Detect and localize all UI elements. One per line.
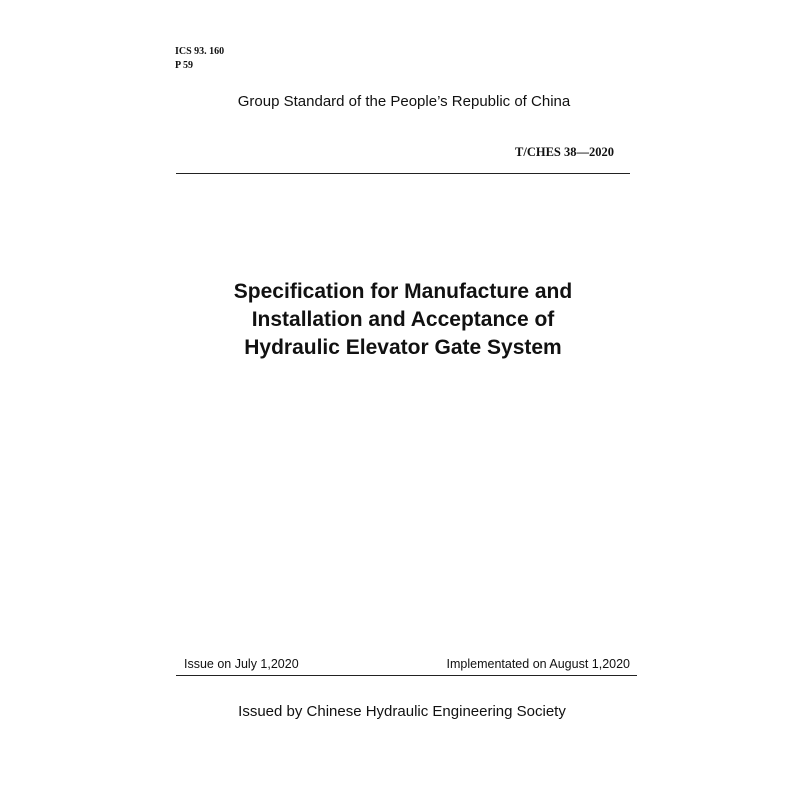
header-divider [176, 173, 630, 174]
title-line-2: Installation and Acceptance of [251, 308, 555, 331]
ics-code: ICS 93. 160 [175, 46, 225, 57]
ics-block [175, 45, 224, 73]
document-title [0, 278, 800, 362]
footer-divider [176, 675, 637, 676]
title-line-1: Specification for Manufacture and [233, 280, 573, 303]
title-line-3: Hydraulic Elevator Gate System [244, 336, 562, 359]
classification-code: P 59 [175, 60, 194, 71]
issuer: Issued by Chinese Hydraulic Engineering Society [238, 703, 566, 720]
group-standard-heading: Group Standard of the People’s Republic of China [237, 93, 571, 110]
implemented-date: Implementated on August 1,2020 [446, 657, 630, 671]
standard-number: T/CHES 38—2020 [515, 145, 614, 159]
issue-date: Issue on July 1,2020 [184, 657, 299, 671]
